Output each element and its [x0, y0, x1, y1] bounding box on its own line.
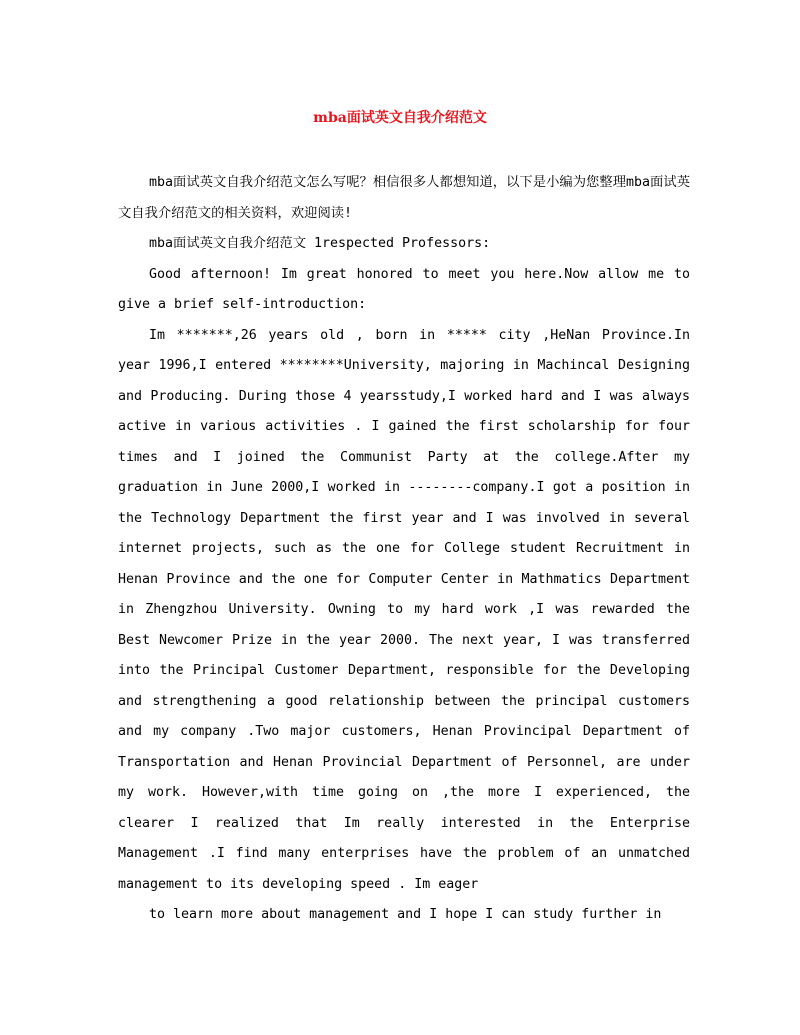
document-body	[118, 168, 690, 931]
paragraph-heading: mba面试英文自我介绍范文 1respected Professors:	[149, 236, 491, 251]
paragraph-intro: mba面试英文自我介绍范文怎么写呢？相信很多人都想知道，以下是小编为您整理mba面试英文自我介绍范文的相关资料，欢迎阅读!	[118, 175, 691, 221]
paragraph-continued: to learn more about management and I hope I can study further in	[149, 907, 662, 922]
paragraph-main: Im *******,26 years old , born in ***** city ,HeNan Province.In year 1996,I entered ********University, majoring in Machincal Designing and Producing. During those 4 yearsstudy,I worked hard and I was always active in various activities . I gained the first scholarship for four times and I joined the Communist Party at the college.After my graduation in June 2000,I worked in --------company.I got a position in the Technology Department the first year and I was involved in several internet projects, such as the one for College student Recruitment in Henan Province and the one for Computer Center in Mathmatics Department in Zhengzhou University. Owning to my hard work ,I was rewarded the Best Newcomer Prize in the year 2000. The next year, I was transferred into the Principal Customer Department, responsible for the Developing and strengthening a good relationship between the principal customers and my company .Two major customers, Henan Provincipal Department of Transportation and Henan Provincial Department of Personnel, are under my work. However,with time going on ,the more I experienced, the clearer I realized that Im really interested in the Enterprise Management .I find many enterprises have the problem of an unmatched management to its developing speed . Im eager	[118, 327, 690, 892]
paragraph-greeting: Good afternoon! Im great honored to meet you here.Now allow me to give a brief self-introduction:	[118, 266, 690, 312]
document-title: mba面试英文自我介绍范文	[313, 110, 487, 126]
